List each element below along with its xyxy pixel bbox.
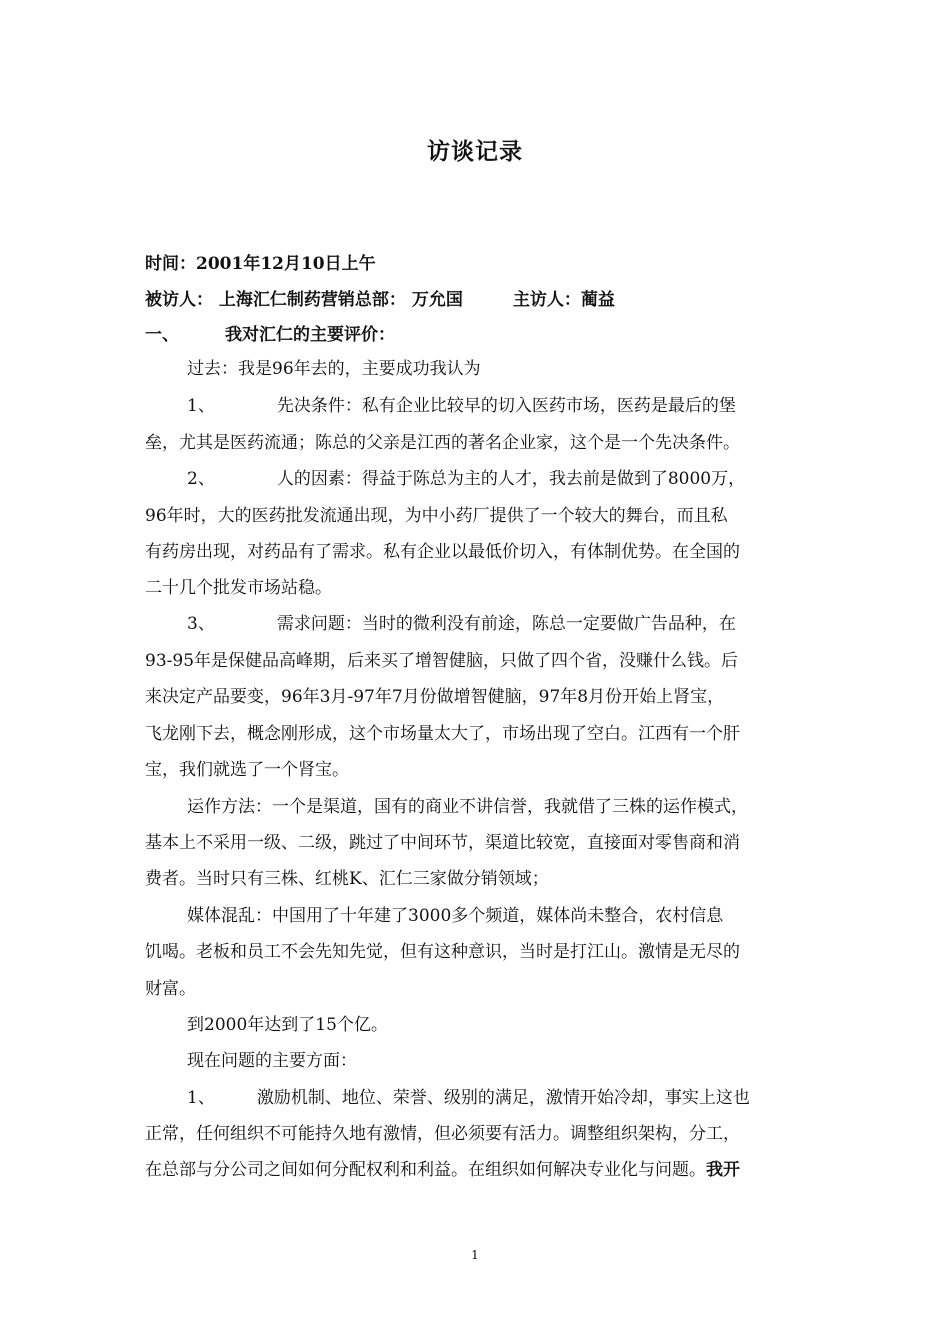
meta-people xyxy=(145,288,615,312)
list-item-1 xyxy=(187,394,736,418)
paragraph-line: 有药房出现，对药品有了需求。私有企业以最低价切入，有体制优势。在全国的 xyxy=(145,542,740,562)
paragraph-line: 垒，尤其是医药流通；陈总的父亲是江西的著名企业家，这个是一个先决条件。 xyxy=(145,433,740,453)
paragraph-line: 到2000年达到了15个亿。 xyxy=(187,1015,388,1035)
meta-interviewer: 主访人：蔺益 xyxy=(512,290,615,310)
paragraph-line: 费者。当时只有三株、红桃K、汇仁三家做分销领域； xyxy=(145,869,549,889)
list-number: 1、 xyxy=(187,396,215,416)
paragraph-line: 正常，任何组织不可能持久地有激情，但必须要有活力。调整组织架构，分工， xyxy=(145,1124,740,1144)
list-number: 1、 xyxy=(187,1088,215,1108)
paragraph-line: 来决定产品要变，96年3月-97年7月份做增智健脑，97年8月份开始上肾宝， xyxy=(145,687,725,707)
paragraph-line: 飞龙刚下去，概念刚形成，这个市场量太大了，市场出现了空白。江西有一个肝 xyxy=(145,724,740,744)
paragraph-line: 二十几个批发市场站稳。 xyxy=(145,578,332,598)
list-text: 需求问题：当时的微利没有前途，陈总一定要做广告品种，在 xyxy=(276,614,736,634)
paragraph-line: 运作方法：一个是渠道，国有的商业不讲信誉，我就借了三株的运作模式， xyxy=(187,797,748,817)
paragraph-line: 媒体混乱：中国用了十年建了3000多个频道，媒体尚未整合，农村信息 xyxy=(187,906,724,926)
list-text: 人的因素：得益于陈总为主的人才，我去前是做到了8000万， xyxy=(276,469,746,489)
document-title: 访谈记录 xyxy=(427,138,523,165)
list-item-now-1 xyxy=(187,1086,750,1110)
paragraph-line: 宝，我们就选了一个肾宝。 xyxy=(145,760,349,780)
paragraph-line: 93-95年是保健品高峰期，后来买了增智健脑，只做了四个省，没赚什么钱。后 xyxy=(145,651,739,671)
paragraph-line xyxy=(145,1158,740,1182)
meta-interviewee: 被访人： 上海汇仁制药营销总部： 万允国 xyxy=(145,290,463,310)
list-text: 激励机制、地位、荣誉、级别的满足，激情开始冷却，事实上这也 xyxy=(256,1088,750,1108)
list-number: 2、 xyxy=(187,469,215,489)
paragraph-line: 96年时，大的医药批发流通出现，为中小药厂提供了一个较大的舞台，而且私 xyxy=(145,506,728,526)
list-text: 先决条件：私有企业比较早的切入医药市场，医药是最后的堡 xyxy=(276,396,736,416)
paragraph-line: 财富。 xyxy=(145,979,196,999)
section-title: 我对汇仁的主要评价： xyxy=(225,325,395,345)
paragraph-text-bold: 我开 xyxy=(706,1160,740,1180)
paragraph-text: 在总部与分公司之间如何分配权利和利益。在组织如何解决专业化与问题。 xyxy=(145,1160,706,1180)
paragraph-line: 过去：我是96年去的，主要成功我认为 xyxy=(187,359,481,379)
paragraph-line: 现在问题的主要方面： xyxy=(187,1051,357,1071)
paragraph-line: 基本上不采用一级、二级，跳过了中间环节，渠道比较宽，直接面对零售商和消 xyxy=(145,833,740,853)
section-number: 一、 xyxy=(145,325,179,345)
page-number: 1 xyxy=(471,1248,479,1262)
paragraph-line: 饥喝。老板和员工不会先知先觉，但有这种意识，当时是打江山。激情是无尽的 xyxy=(145,942,740,962)
list-item-2 xyxy=(187,467,745,491)
list-item-3 xyxy=(187,612,736,636)
section-heading xyxy=(145,323,395,347)
meta-time: 时间：2001年12月10日上午 xyxy=(145,254,376,274)
list-number: 3、 xyxy=(187,614,215,634)
